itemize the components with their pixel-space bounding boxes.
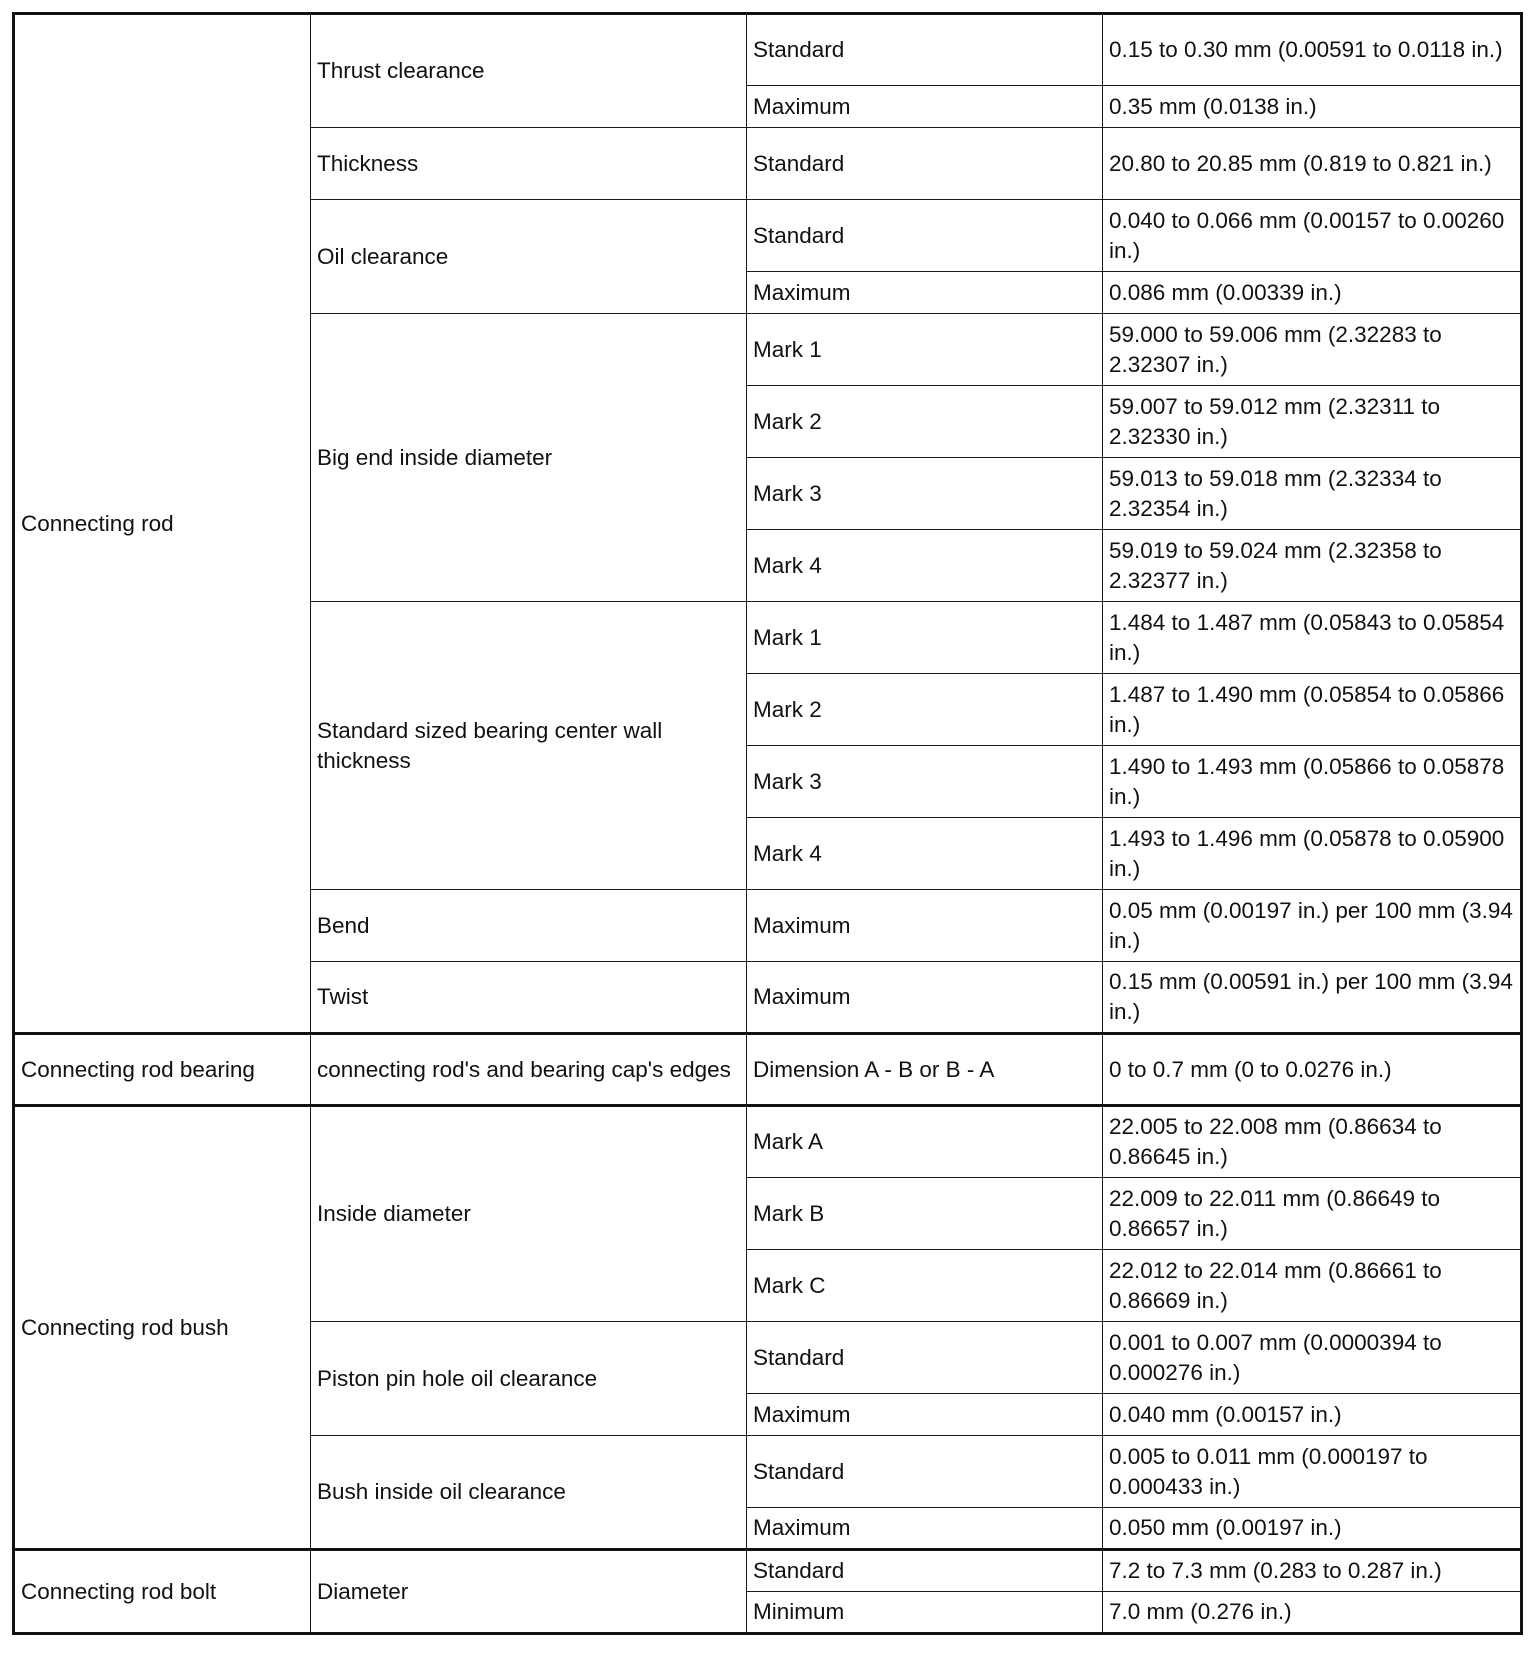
value-cell: 22.012 to 22.014 mm (0.86661 to 0.86669 in.) (1103, 1250, 1522, 1322)
condition-cell: Maximum (747, 86, 1103, 128)
component-cell: Connecting rod bolt (14, 1550, 311, 1634)
condition-cell: Mark 4 (747, 530, 1103, 602)
value-cell: 0.040 to 0.066 mm (0.00157 to 0.00260 in.) (1103, 200, 1522, 272)
condition-cell: Maximum (747, 1508, 1103, 1550)
component-cell: Connecting rod bearing (14, 1034, 311, 1106)
condition-cell: Mark A (747, 1106, 1103, 1178)
condition-cell: Dimension A - B or B - A (747, 1034, 1103, 1106)
item-cell: Oil clearance (311, 200, 747, 314)
value-cell: 0.15 mm (0.00591 in.) per 100 mm (3.94 in.) (1103, 962, 1522, 1034)
group-connecting-rod-bush (14, 1106, 1522, 1550)
value-cell: 59.013 to 59.018 mm (2.32334 to 2.32354 in.) (1103, 458, 1522, 530)
table-row (14, 14, 1522, 86)
value-cell: 22.005 to 22.008 mm (0.86634 to 0.86645 in.) (1103, 1106, 1522, 1178)
item-cell: connecting rod's and bearing cap's edges (311, 1034, 747, 1106)
value-cell: 0.001 to 0.007 mm (0.0000394 to 0.000276 in.) (1103, 1322, 1522, 1394)
value-cell: 0 to 0.7 mm (0 to 0.0276 in.) (1103, 1034, 1522, 1106)
group-connecting-rod-bolt (14, 1550, 1522, 1634)
item-cell: Diameter (311, 1550, 747, 1634)
value-cell: 0.050 mm (0.00197 in.) (1103, 1508, 1522, 1550)
condition-cell: Mark 3 (747, 746, 1103, 818)
specification-table (12, 12, 1523, 1635)
value-cell: 1.484 to 1.487 mm (0.05843 to 0.05854 in.) (1103, 602, 1522, 674)
value-cell: 0.086 mm (0.00339 in.) (1103, 272, 1522, 314)
component-cell: Connecting rod (14, 14, 311, 1034)
value-cell: 0.05 mm (0.00197 in.) per 100 mm (3.94 in.) (1103, 890, 1522, 962)
value-cell: 20.80 to 20.85 mm (0.819 to 0.821 in.) (1103, 128, 1522, 200)
spec-table-container (12, 12, 1523, 1635)
condition-cell: Standard (747, 128, 1103, 200)
value-cell: 59.019 to 59.024 mm (2.32358 to 2.32377 in.) (1103, 530, 1522, 602)
condition-cell: Maximum (747, 962, 1103, 1034)
condition-cell: Standard (747, 1322, 1103, 1394)
value-cell: 0.35 mm (0.0138 in.) (1103, 86, 1522, 128)
value-cell: 1.487 to 1.490 mm (0.05854 to 0.05866 in.) (1103, 674, 1522, 746)
item-cell: Bush inside oil clearance (311, 1436, 747, 1550)
item-cell: Standard sized bearing center wall thickness (311, 602, 747, 890)
item-cell: Piston pin hole oil clearance (311, 1322, 747, 1436)
item-cell: Thickness (311, 128, 747, 200)
condition-cell: Mark C (747, 1250, 1103, 1322)
value-cell: 59.007 to 59.012 mm (2.32311 to 2.32330 in.) (1103, 386, 1522, 458)
value-cell: 22.009 to 22.011 mm (0.86649 to 0.86657 in.) (1103, 1178, 1522, 1250)
condition-cell: Mark 3 (747, 458, 1103, 530)
table-row (14, 1034, 1522, 1106)
value-cell: 0.15 to 0.30 mm (0.00591 to 0.0118 in.) (1103, 14, 1522, 86)
table-row (14, 1550, 1522, 1592)
condition-cell: Mark 2 (747, 386, 1103, 458)
value-cell: 0.005 to 0.011 mm (0.000197 to 0.000433 in.) (1103, 1436, 1522, 1508)
value-cell: 59.000 to 59.006 mm (2.32283 to 2.32307 in.) (1103, 314, 1522, 386)
condition-cell: Standard (747, 1550, 1103, 1592)
item-cell: Big end inside diameter (311, 314, 747, 602)
condition-cell: Maximum (747, 272, 1103, 314)
component-cell: Connecting rod bush (14, 1106, 311, 1550)
item-cell: Inside diameter (311, 1106, 747, 1322)
value-cell: 1.490 to 1.493 mm (0.05866 to 0.05878 in.) (1103, 746, 1522, 818)
condition-cell: Standard (747, 1436, 1103, 1508)
value-cell: 7.2 to 7.3 mm (0.283 to 0.287 in.) (1103, 1550, 1522, 1592)
value-cell: 1.493 to 1.496 mm (0.05878 to 0.05900 in.) (1103, 818, 1522, 890)
item-cell: Bend (311, 890, 747, 962)
group-connecting-rod-bearing (14, 1034, 1522, 1106)
value-cell: 0.040 mm (0.00157 in.) (1103, 1394, 1522, 1436)
condition-cell: Minimum (747, 1592, 1103, 1634)
table-row (14, 1106, 1522, 1178)
value-cell: 7.0 mm (0.276 in.) (1103, 1592, 1522, 1634)
condition-cell: Mark 1 (747, 602, 1103, 674)
condition-cell: Mark B (747, 1178, 1103, 1250)
condition-cell: Maximum (747, 1394, 1103, 1436)
item-cell: Thrust clearance (311, 14, 747, 128)
condition-cell: Standard (747, 14, 1103, 86)
condition-cell: Maximum (747, 890, 1103, 962)
condition-cell: Standard (747, 200, 1103, 272)
item-cell: Twist (311, 962, 747, 1034)
condition-cell: Mark 2 (747, 674, 1103, 746)
condition-cell: Mark 1 (747, 314, 1103, 386)
condition-cell: Mark 4 (747, 818, 1103, 890)
group-connecting-rod (14, 14, 1522, 1034)
